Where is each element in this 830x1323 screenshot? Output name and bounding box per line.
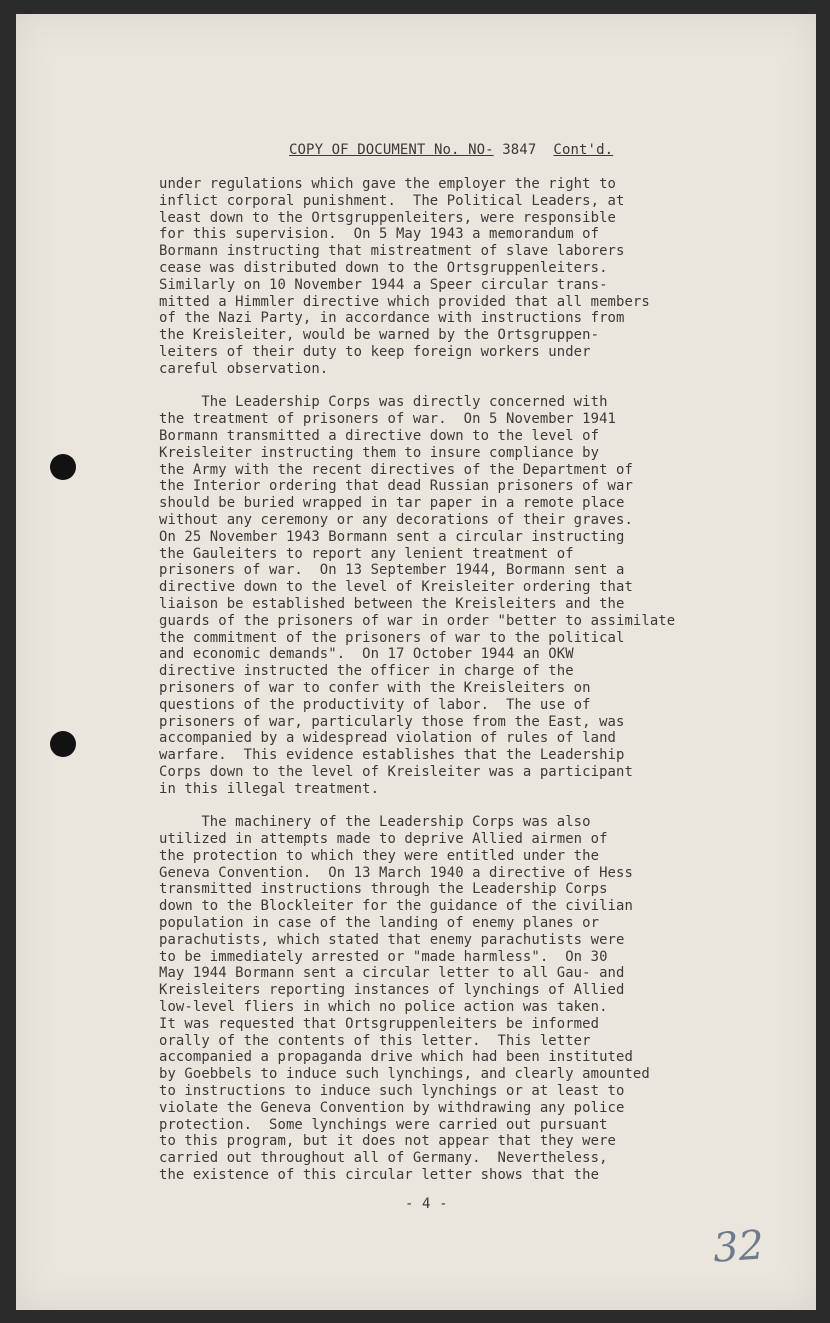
text-line: the Gauleiters to report any lenient treatment of xyxy=(159,545,574,562)
text-line: violate the Geneva Convention by withdrawing any police xyxy=(159,1099,625,1116)
document-header xyxy=(289,142,613,159)
text-line: under regulations which gave the employer the right to xyxy=(159,176,616,192)
text-line: carried out throughout all of Germany. Nevertheless, xyxy=(159,1150,608,1167)
paragraph-2 xyxy=(159,394,675,797)
text-line: On 25 November 1943 Bormann sent a circular instructing xyxy=(159,528,625,545)
text-line: May 1944 Bormann sent a circular letter to all Gau- and xyxy=(159,965,625,982)
text-line: of the Nazi Party, in accordance with instructions from xyxy=(159,310,625,327)
text-line: Similarly on 10 November 1944 a Speer circular trans- xyxy=(159,276,608,293)
header-suffix: Cont'd. xyxy=(553,142,614,158)
text-line: prisoners of war to confer with the Kreisleiters on xyxy=(159,679,591,696)
paragraph-3 xyxy=(159,814,675,1184)
paragraph-1 xyxy=(159,176,675,378)
text-line: the Army with the recent directives of the Department of xyxy=(159,461,633,478)
text-line: population in case of the landing of enemy planes or xyxy=(159,915,600,932)
text-line: the Kreisleiter, would be warned by the Ortsgruppen- xyxy=(159,327,600,344)
text-line: Geneva Convention. On 13 March 1940 a directive of Hess xyxy=(159,864,633,881)
handwritten-page-number: 32 xyxy=(711,1222,766,1272)
text-line: The machinery of the Leadership Corps was also xyxy=(159,814,591,831)
text-line: Bormann transmitted a directive down to the level of xyxy=(159,427,600,444)
text-line: transmitted instructions through the Leadership Corps xyxy=(159,881,608,898)
text-line: the existence of this circular letter shows that the xyxy=(159,1167,600,1184)
text-line: prisoners of war, particularly those from the East, was xyxy=(159,713,625,730)
text-line: protection. Some lynchings were carried out pursuant xyxy=(159,1116,608,1133)
text-line: cease was distributed down to the Ortsgruppenleiters. xyxy=(159,259,608,276)
text-line: Kreisleiter instructing them to insure compliance by xyxy=(159,444,600,461)
text-line: down to the Blockleiter for the guidance of the civilian xyxy=(159,898,633,915)
text-line: prisoners of war. On 13 September 1944, Bormann sent a xyxy=(159,562,625,579)
text-line: for this supervision. On 5 May 1943 a memorandum of xyxy=(159,226,600,243)
text-line: mitted a Himmler directive which provided that all members xyxy=(159,293,650,310)
text-line: leiters of their duty to keep foreign workers under xyxy=(159,343,591,360)
text-line: and economic demands". On 17 October 1944 an OKW xyxy=(159,646,574,663)
text-line: the treatment of prisoners of war. On 5 November 1941 xyxy=(159,411,616,428)
text-line: liaison be established between the Kreisleiters and the xyxy=(159,595,625,612)
binder-hole-top xyxy=(50,454,76,480)
text-line: the protection to which they were entitled under the xyxy=(159,847,600,864)
document-body xyxy=(159,176,675,1184)
text-line: directive instructed the officer in charge of the xyxy=(159,663,574,680)
text-line: accompanied a propaganda drive which had been instituted xyxy=(159,1049,633,1066)
text-line: questions of the productivity of labor. The use of xyxy=(159,696,591,713)
text-line: Bormann instructing that mistreatment of slave laborers xyxy=(159,243,625,260)
paragraph-gap xyxy=(159,797,675,814)
text-line: least down to the Ortsgruppenleiters, were responsible xyxy=(159,209,616,226)
text-line: The Leadership Corps was directly concerned with xyxy=(159,394,608,411)
text-line: to this program, but it does not appear that they were xyxy=(159,1133,616,1150)
text-line: in this illegal treatment. xyxy=(159,780,380,797)
text-line: should be buried wrapped in tar paper in a remote place xyxy=(159,495,625,512)
page-number: - 4 - xyxy=(405,1196,448,1212)
binder-hole-bottom xyxy=(50,731,76,757)
text-line: the commitment of the prisoners of war to the political xyxy=(159,629,625,646)
header-prefix: COPY OF DOCUMENT No. NO- xyxy=(289,142,494,158)
text-line: without any ceremony or any decorations of their graves. xyxy=(159,511,633,528)
text-line: It was requested that Ortsgruppenleiters be informed xyxy=(159,1015,600,1032)
text-line: utilized in attempts made to deprive Allied airmen of xyxy=(159,831,608,848)
text-line: orally of the contents of this letter. This letter xyxy=(159,1032,591,1049)
text-line: inflict corporal punishment. The Political Leaders, at xyxy=(159,192,625,209)
text-line: careful observation. xyxy=(159,360,329,377)
text-line: Corps down to the level of Kreisleiter was a participant xyxy=(159,763,633,780)
text-line: to instructions to induce such lynchings or at least to xyxy=(159,1083,625,1100)
text-line: Kreisleiters reporting instances of lynchings of Allied xyxy=(159,982,625,999)
text-line: the Interior ordering that dead Russian prisoners of war xyxy=(159,478,633,495)
text-line: warfare. This evidence establishes that the Leadership xyxy=(159,747,625,764)
text-line: directive down to the level of Kreisleiter ordering that xyxy=(159,579,633,596)
paragraph-gap xyxy=(159,378,675,395)
text-line: accompanied by a widespread violation of rules of land xyxy=(159,730,616,747)
header-number: 3847 xyxy=(502,142,537,158)
text-line: parachutists, which stated that enemy parachutists were xyxy=(159,931,625,948)
text-line: to be immediately arrested or "made harmless". On 30 xyxy=(159,948,608,965)
text-line: by Goebbels to induce such lynchings, and clearly amounted xyxy=(159,1066,650,1083)
text-line: low-level fliers in which no police action was taken. xyxy=(159,999,608,1016)
text-line: guards of the prisoners of war in order "better to assimilate xyxy=(159,612,676,629)
